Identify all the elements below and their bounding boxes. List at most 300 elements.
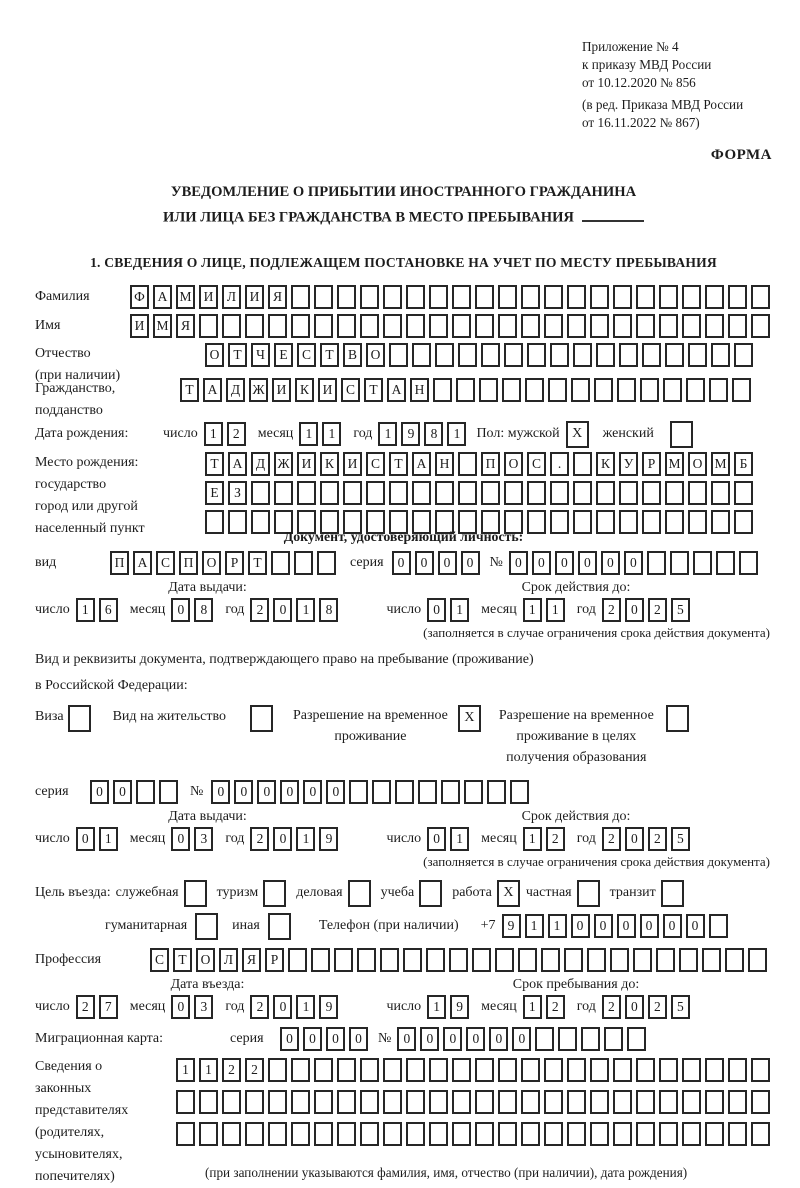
char-box[interactable]: [380, 948, 399, 972]
char-box[interactable]: [360, 314, 379, 338]
char-box[interactable]: О: [688, 452, 707, 476]
char-box[interactable]: 0: [273, 995, 292, 1019]
char-box[interactable]: [337, 1122, 356, 1146]
char-box[interactable]: [647, 551, 666, 575]
char-box[interactable]: 1: [523, 995, 542, 1019]
char-box[interactable]: 1: [450, 827, 469, 851]
char-box[interactable]: 0: [326, 1027, 345, 1051]
char-box[interactable]: 0: [625, 827, 644, 851]
char-box[interactable]: [619, 510, 638, 534]
purpose-work-checkbox[interactable]: X: [497, 880, 520, 907]
char-box[interactable]: [245, 314, 264, 338]
char-box[interactable]: [452, 1090, 471, 1114]
char-box[interactable]: 8: [194, 598, 213, 622]
char-box[interactable]: 0: [303, 1027, 322, 1051]
char-box[interactable]: [627, 1027, 646, 1051]
char-box[interactable]: 0: [489, 1027, 508, 1051]
char-box[interactable]: 9: [319, 827, 338, 851]
char-box[interactable]: [734, 343, 753, 367]
char-box[interactable]: [452, 1122, 471, 1146]
char-box[interactable]: [688, 481, 707, 505]
char-box[interactable]: [441, 780, 460, 804]
char-box[interactable]: 2: [546, 827, 565, 851]
char-box[interactable]: [458, 481, 477, 505]
char-box[interactable]: [389, 343, 408, 367]
char-box[interactable]: 1: [99, 827, 118, 851]
char-box[interactable]: 0: [303, 780, 322, 804]
char-box[interactable]: 2: [648, 598, 667, 622]
char-box[interactable]: [613, 314, 632, 338]
char-box[interactable]: [274, 481, 293, 505]
char-box[interactable]: И: [343, 452, 362, 476]
char-box[interactable]: [337, 285, 356, 309]
char-box[interactable]: Р: [642, 452, 661, 476]
char-box[interactable]: [573, 343, 592, 367]
char-box[interactable]: Р: [225, 551, 244, 575]
char-box[interactable]: И: [297, 452, 316, 476]
char-box[interactable]: [294, 551, 313, 575]
char-box[interactable]: П: [110, 551, 129, 575]
char-box[interactable]: [596, 481, 615, 505]
char-box[interactable]: 6: [99, 598, 118, 622]
char-box[interactable]: [527, 343, 546, 367]
sex-female-checkbox[interactable]: [670, 421, 693, 448]
char-box[interactable]: [406, 1122, 425, 1146]
char-box[interactable]: Т: [228, 343, 247, 367]
char-box[interactable]: [619, 481, 638, 505]
char-box[interactable]: М: [153, 314, 172, 338]
char-box[interactable]: [613, 285, 632, 309]
char-box[interactable]: [452, 285, 471, 309]
char-box[interactable]: Я: [268, 285, 287, 309]
char-box[interactable]: 1: [525, 914, 544, 938]
visa-checkbox[interactable]: [68, 705, 91, 732]
char-box[interactable]: [199, 314, 218, 338]
char-box[interactable]: [222, 1122, 241, 1146]
rvp-checkbox[interactable]: X: [458, 705, 481, 732]
char-box[interactable]: [337, 314, 356, 338]
char-box[interactable]: [587, 948, 606, 972]
char-box[interactable]: [349, 780, 368, 804]
char-box[interactable]: 0: [601, 551, 620, 575]
char-box[interactable]: 0: [640, 914, 659, 938]
char-box[interactable]: [686, 378, 705, 402]
char-box[interactable]: Д: [251, 452, 270, 476]
char-box[interactable]: И: [318, 378, 337, 402]
char-box[interactable]: [550, 510, 569, 534]
char-box[interactable]: [456, 378, 475, 402]
char-box[interactable]: [535, 1027, 554, 1051]
char-box[interactable]: [728, 1058, 747, 1082]
char-box[interactable]: [498, 1122, 517, 1146]
char-box[interactable]: 0: [555, 551, 574, 575]
char-box[interactable]: [682, 1090, 701, 1114]
char-box[interactable]: [682, 1122, 701, 1146]
char-box[interactable]: [334, 948, 353, 972]
char-box[interactable]: [659, 1122, 678, 1146]
char-box[interactable]: [596, 343, 615, 367]
char-box[interactable]: 0: [280, 1027, 299, 1051]
char-box[interactable]: О: [504, 452, 523, 476]
char-box[interactable]: 0: [234, 780, 253, 804]
char-box[interactable]: П: [179, 551, 198, 575]
char-box[interactable]: [544, 1058, 563, 1082]
char-box[interactable]: [320, 481, 339, 505]
char-box[interactable]: [498, 1090, 517, 1114]
char-box[interactable]: [679, 948, 698, 972]
char-box[interactable]: 0: [509, 551, 528, 575]
char-box[interactable]: [705, 1122, 724, 1146]
char-box[interactable]: [656, 948, 675, 972]
char-box[interactable]: 1: [322, 422, 341, 446]
char-box[interactable]: 0: [438, 551, 457, 575]
char-box[interactable]: 0: [427, 598, 446, 622]
char-box[interactable]: [613, 1122, 632, 1146]
char-box[interactable]: [406, 314, 425, 338]
char-box[interactable]: [464, 780, 483, 804]
char-box[interactable]: 0: [171, 827, 190, 851]
char-box[interactable]: [590, 314, 609, 338]
char-box[interactable]: Д: [226, 378, 245, 402]
char-box[interactable]: [403, 948, 422, 972]
char-box[interactable]: И: [199, 285, 218, 309]
char-box[interactable]: [590, 285, 609, 309]
char-box[interactable]: [458, 343, 477, 367]
char-box[interactable]: [748, 948, 767, 972]
char-box[interactable]: [751, 285, 770, 309]
char-box[interactable]: 5: [671, 598, 690, 622]
char-box[interactable]: [688, 343, 707, 367]
purpose-humanitarian-checkbox[interactable]: [195, 913, 218, 940]
char-box[interactable]: Р: [265, 948, 284, 972]
char-box[interactable]: [498, 314, 517, 338]
char-box[interactable]: [682, 1058, 701, 1082]
char-box[interactable]: 9: [319, 995, 338, 1019]
char-box[interactable]: [544, 314, 563, 338]
char-box[interactable]: [314, 1058, 333, 1082]
char-box[interactable]: [291, 1122, 310, 1146]
char-box[interactable]: 0: [617, 914, 636, 938]
char-box[interactable]: [268, 1090, 287, 1114]
char-box[interactable]: [458, 452, 477, 476]
char-box[interactable]: Е: [274, 343, 293, 367]
char-box[interactable]: [159, 780, 178, 804]
char-box[interactable]: 1: [296, 598, 315, 622]
char-box[interactable]: [395, 780, 414, 804]
char-box[interactable]: В: [343, 343, 362, 367]
char-box[interactable]: [297, 481, 316, 505]
char-box[interactable]: [452, 314, 471, 338]
char-box[interactable]: 5: [671, 827, 690, 851]
char-box[interactable]: [550, 481, 569, 505]
char-box[interactable]: [288, 948, 307, 972]
char-box[interactable]: 9: [450, 995, 469, 1019]
char-box[interactable]: 0: [466, 1027, 485, 1051]
char-box[interactable]: [665, 510, 684, 534]
char-box[interactable]: [711, 343, 730, 367]
char-box[interactable]: [688, 510, 707, 534]
char-box[interactable]: О: [202, 551, 221, 575]
char-box[interactable]: О: [205, 343, 224, 367]
purpose-official-checkbox[interactable]: [184, 880, 207, 907]
char-box[interactable]: С: [156, 551, 175, 575]
char-box[interactable]: Т: [248, 551, 267, 575]
char-box[interactable]: 0: [257, 780, 276, 804]
char-box[interactable]: 0: [349, 1027, 368, 1051]
char-box[interactable]: 2: [245, 1058, 264, 1082]
char-box[interactable]: 0: [532, 551, 551, 575]
char-box[interactable]: [705, 285, 724, 309]
char-box[interactable]: [426, 948, 445, 972]
char-box[interactable]: [711, 481, 730, 505]
char-box[interactable]: [636, 285, 655, 309]
char-box[interactable]: 1: [447, 422, 466, 446]
char-box[interactable]: Л: [219, 948, 238, 972]
char-box[interactable]: [521, 314, 540, 338]
char-box[interactable]: [527, 481, 546, 505]
rvp-education-checkbox[interactable]: [666, 705, 689, 732]
char-box[interactable]: [435, 481, 454, 505]
char-box[interactable]: [617, 378, 636, 402]
char-box[interactable]: [567, 1058, 586, 1082]
char-box[interactable]: 0: [578, 551, 597, 575]
char-box[interactable]: 2: [546, 995, 565, 1019]
char-box[interactable]: 0: [76, 827, 95, 851]
char-box[interactable]: 0: [326, 780, 345, 804]
char-box[interactable]: Т: [180, 378, 199, 402]
purpose-business-checkbox[interactable]: [348, 880, 371, 907]
purpose-transit-checkbox[interactable]: [661, 880, 684, 907]
char-box[interactable]: [751, 1058, 770, 1082]
char-box[interactable]: [360, 1122, 379, 1146]
char-box[interactable]: [564, 948, 583, 972]
char-box[interactable]: 0: [171, 995, 190, 1019]
char-box[interactable]: [567, 1090, 586, 1114]
char-box[interactable]: [291, 1090, 310, 1114]
char-box[interactable]: [558, 1027, 577, 1051]
char-box[interactable]: [716, 551, 735, 575]
char-box[interactable]: [581, 1027, 600, 1051]
char-box[interactable]: 2: [227, 422, 246, 446]
char-box[interactable]: С: [527, 452, 546, 476]
char-box[interactable]: 2: [76, 995, 95, 1019]
char-box[interactable]: И: [272, 378, 291, 402]
char-box[interactable]: 1: [296, 995, 315, 1019]
char-box[interactable]: [613, 1090, 632, 1114]
char-box[interactable]: А: [228, 452, 247, 476]
char-box[interactable]: 2: [602, 995, 621, 1019]
char-box[interactable]: [337, 1090, 356, 1114]
char-box[interactable]: С: [366, 452, 385, 476]
char-box[interactable]: 8: [424, 422, 443, 446]
char-box[interactable]: [268, 1122, 287, 1146]
char-box[interactable]: 1: [546, 598, 565, 622]
char-box[interactable]: 0: [392, 551, 411, 575]
char-box[interactable]: [475, 285, 494, 309]
purpose-other-checkbox[interactable]: [268, 913, 291, 940]
char-box[interactable]: [433, 378, 452, 402]
char-box[interactable]: [435, 343, 454, 367]
char-box[interactable]: 1: [523, 827, 542, 851]
char-box[interactable]: [541, 948, 560, 972]
char-box[interactable]: [291, 314, 310, 338]
char-box[interactable]: [548, 378, 567, 402]
char-box[interactable]: [222, 1090, 241, 1114]
char-box[interactable]: [136, 780, 155, 804]
char-box[interactable]: [567, 1122, 586, 1146]
char-box[interactable]: 0: [427, 827, 446, 851]
char-box[interactable]: Б: [734, 452, 753, 476]
char-box[interactable]: [640, 378, 659, 402]
char-box[interactable]: [567, 285, 586, 309]
char-box[interactable]: [176, 1090, 195, 1114]
char-box[interactable]: [429, 1058, 448, 1082]
char-box[interactable]: 0: [397, 1027, 416, 1051]
char-box[interactable]: [659, 1058, 678, 1082]
char-box[interactable]: [596, 510, 615, 534]
char-box[interactable]: 2: [250, 827, 269, 851]
char-box[interactable]: Я: [242, 948, 261, 972]
char-box[interactable]: 8: [319, 598, 338, 622]
char-box[interactable]: 1: [523, 598, 542, 622]
char-box[interactable]: Т: [389, 452, 408, 476]
char-box[interactable]: [527, 510, 546, 534]
char-box[interactable]: [366, 481, 385, 505]
char-box[interactable]: И: [130, 314, 149, 338]
char-box[interactable]: [429, 285, 448, 309]
char-box[interactable]: [659, 314, 678, 338]
char-box[interactable]: 2: [250, 995, 269, 1019]
purpose-private-checkbox[interactable]: [577, 880, 600, 907]
char-box[interactable]: [383, 1058, 402, 1082]
char-box[interactable]: [636, 1090, 655, 1114]
char-box[interactable]: 1: [176, 1058, 195, 1082]
char-box[interactable]: [682, 285, 701, 309]
char-box[interactable]: [665, 343, 684, 367]
char-box[interactable]: 0: [171, 598, 190, 622]
char-box[interactable]: Е: [205, 481, 224, 505]
char-box[interactable]: [472, 948, 491, 972]
char-box[interactable]: [475, 1058, 494, 1082]
char-box[interactable]: [619, 343, 638, 367]
char-box[interactable]: З: [228, 481, 247, 505]
char-box[interactable]: [636, 1058, 655, 1082]
sex-male-checkbox[interactable]: X: [566, 421, 589, 448]
char-box[interactable]: [271, 551, 290, 575]
char-box[interactable]: Ч: [251, 343, 270, 367]
char-box[interactable]: [406, 1058, 425, 1082]
char-box[interactable]: [663, 378, 682, 402]
char-box[interactable]: 0: [415, 551, 434, 575]
char-box[interactable]: [498, 1058, 517, 1082]
char-box[interactable]: [495, 948, 514, 972]
char-box[interactable]: У: [619, 452, 638, 476]
char-box[interactable]: [751, 1122, 770, 1146]
char-box[interactable]: С: [341, 378, 360, 402]
char-box[interactable]: [222, 314, 241, 338]
char-box[interactable]: Я: [176, 314, 195, 338]
char-box[interactable]: [751, 1090, 770, 1114]
char-box[interactable]: [429, 1122, 448, 1146]
char-box[interactable]: [228, 510, 247, 534]
char-box[interactable]: 0: [686, 914, 705, 938]
char-box[interactable]: [383, 285, 402, 309]
char-box[interactable]: [245, 1090, 264, 1114]
char-box[interactable]: 0: [113, 780, 132, 804]
char-box[interactable]: [544, 1122, 563, 1146]
char-box[interactable]: 1: [76, 598, 95, 622]
char-box[interactable]: 1: [427, 995, 446, 1019]
char-box[interactable]: 0: [663, 914, 682, 938]
purpose-tourism-checkbox[interactable]: [263, 880, 286, 907]
char-box[interactable]: [709, 378, 728, 402]
char-box[interactable]: [571, 378, 590, 402]
char-box[interactable]: 0: [280, 780, 299, 804]
char-box[interactable]: [510, 780, 529, 804]
char-box[interactable]: 2: [250, 598, 269, 622]
char-box[interactable]: М: [665, 452, 684, 476]
char-box[interactable]: [636, 1122, 655, 1146]
char-box[interactable]: [291, 285, 310, 309]
char-box[interactable]: [406, 285, 425, 309]
char-box[interactable]: [544, 285, 563, 309]
char-box[interactable]: [504, 481, 523, 505]
char-box[interactable]: И: [245, 285, 264, 309]
char-box[interactable]: [633, 948, 652, 972]
char-box[interactable]: Л: [222, 285, 241, 309]
char-box[interactable]: [705, 1058, 724, 1082]
char-box[interactable]: [705, 1090, 724, 1114]
char-box[interactable]: [360, 1090, 379, 1114]
char-box[interactable]: [475, 314, 494, 338]
char-box[interactable]: 0: [443, 1027, 462, 1051]
char-box[interactable]: [481, 481, 500, 505]
char-box[interactable]: 0: [571, 914, 590, 938]
char-box[interactable]: [590, 1090, 609, 1114]
char-box[interactable]: [314, 1090, 333, 1114]
char-box[interactable]: 0: [211, 780, 230, 804]
char-box[interactable]: Т: [173, 948, 192, 972]
char-box[interactable]: [659, 1090, 678, 1114]
char-box[interactable]: Т: [364, 378, 383, 402]
char-box[interactable]: [251, 481, 270, 505]
char-box[interactable]: [728, 1090, 747, 1114]
char-box[interactable]: Ж: [249, 378, 268, 402]
char-box[interactable]: [418, 780, 437, 804]
char-box[interactable]: К: [295, 378, 314, 402]
char-box[interactable]: [360, 285, 379, 309]
char-box[interactable]: 9: [401, 422, 420, 446]
char-box[interactable]: [573, 510, 592, 534]
char-box[interactable]: 0: [90, 780, 109, 804]
char-box[interactable]: [544, 1090, 563, 1114]
char-box[interactable]: А: [153, 285, 172, 309]
char-box[interactable]: [245, 1122, 264, 1146]
char-box[interactable]: 1: [299, 422, 318, 446]
char-box[interactable]: 2: [602, 827, 621, 851]
char-box[interactable]: [205, 510, 224, 534]
char-box[interactable]: О: [196, 948, 215, 972]
char-box[interactable]: [521, 285, 540, 309]
char-box[interactable]: [521, 1058, 540, 1082]
char-box[interactable]: [412, 481, 431, 505]
char-box[interactable]: [728, 314, 747, 338]
char-box[interactable]: [498, 285, 517, 309]
char-box[interactable]: [199, 1122, 218, 1146]
char-box[interactable]: [751, 314, 770, 338]
char-box[interactable]: [693, 551, 712, 575]
char-box[interactable]: .: [550, 452, 569, 476]
